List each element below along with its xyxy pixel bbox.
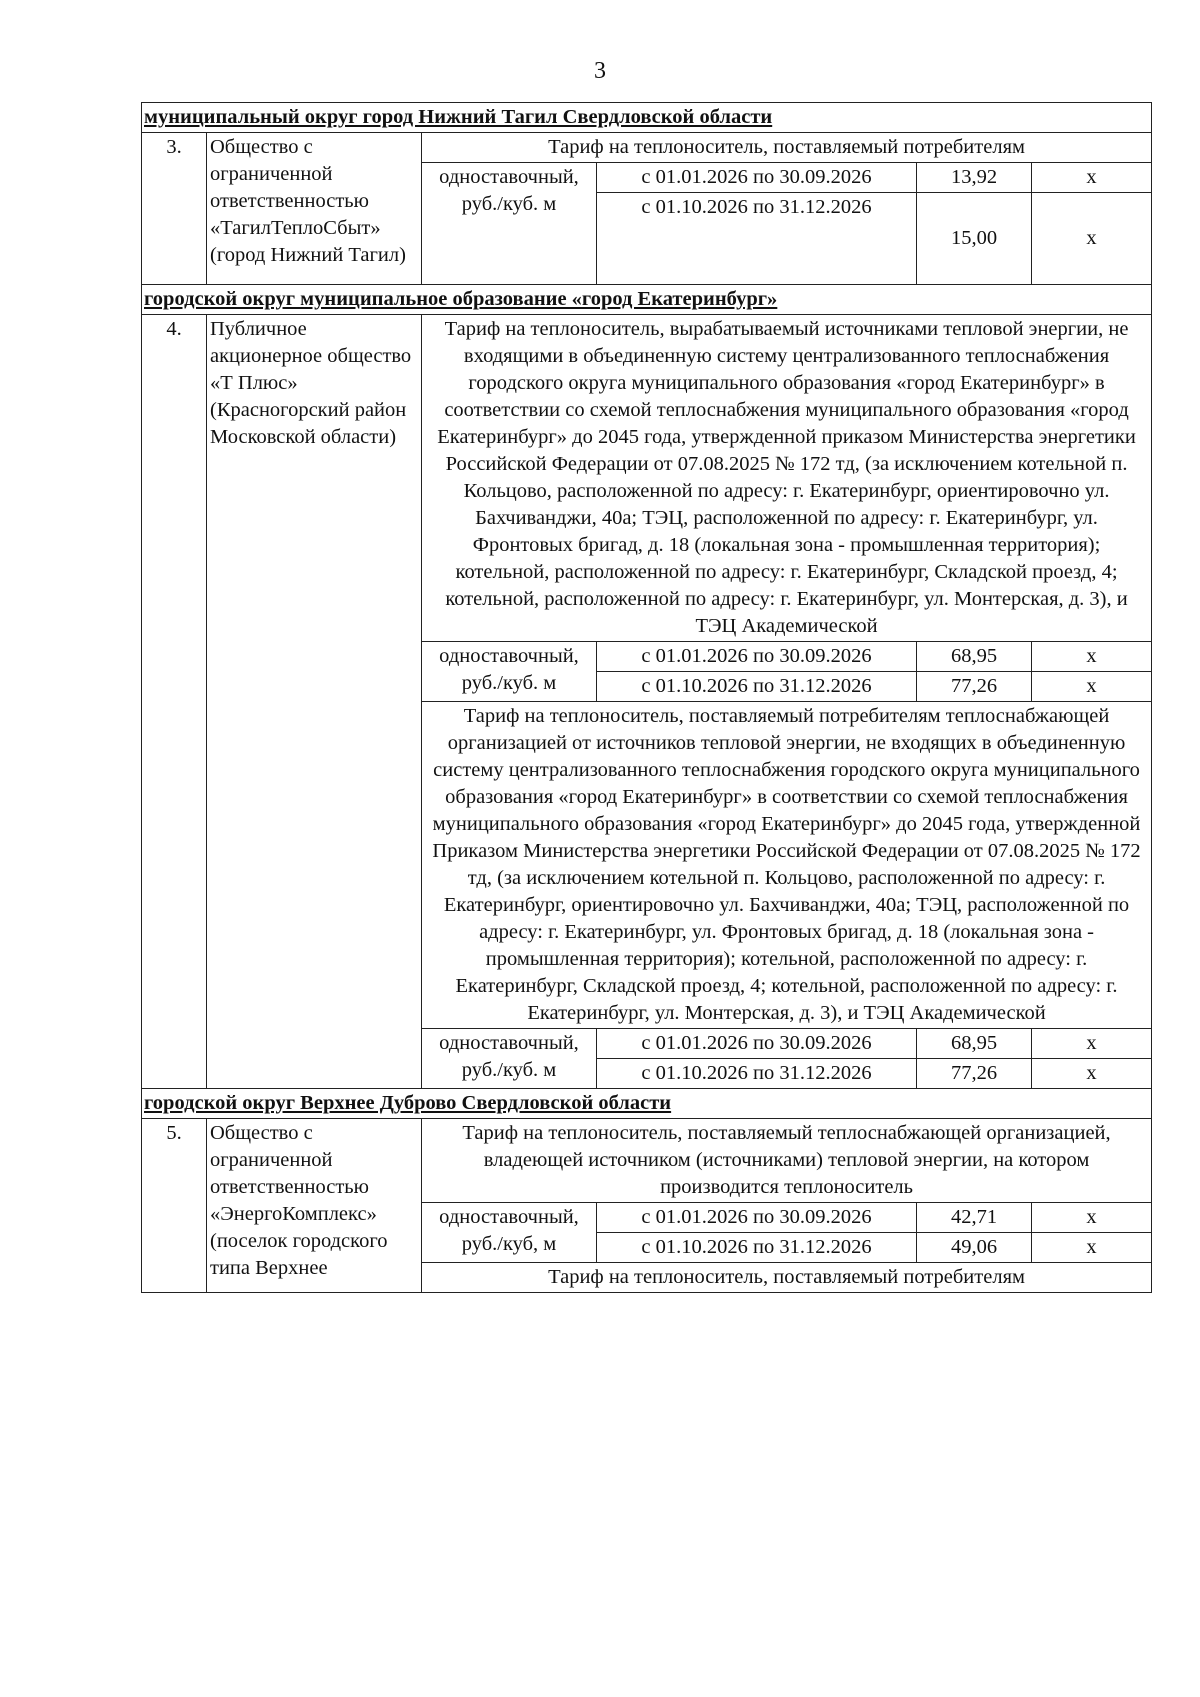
- tariff-period: с 01.10.2026 по 31.12.2026: [597, 193, 917, 285]
- tariff-description: Тариф на теплоноситель, вырабатываемый источниками тепловой энергии, не входящими в объединенную систему централизованного теплоснабжения городского округа муниципального образования «город Екатеринбург» в соответствии со схемой теплоснабжения муниципального образования «город Екатеринбург» до 2045 года, утвержденной приказом Министерства энергетики Российской Федерации от 07.08.2025 № 172 тд, (за исключением котельной п. Кольцово, расположенной по адресу: г. Екатеринбург, ориентировочно ул. Бахчиванджи, 40а; ТЭЦ, расположенной по адресу: г. Екатеринбург, ул. Фронтовых бригад, д. 18 (локальная зона - промышленная территория); котельной, расположенной по адресу: г. Екатеринбург, Складской проезд, 4; котельной, расположенной по адресу: г. Екатеринбург, ул. Монтерская, д. 3), и ТЭЦ Академической: [422, 315, 1152, 642]
- tariff-period: с 01.01.2026 по 30.09.2026: [597, 1203, 917, 1233]
- region-title: городской округ муниципальное образование «город Екатеринбург»: [142, 285, 1152, 315]
- tariff-value: 77,26: [917, 1059, 1032, 1089]
- tariff-value: 77,26: [917, 672, 1032, 702]
- tariff-unit: одноставочный, руб./куб, м: [422, 1203, 597, 1263]
- region-title: городской округ Верхнее Дуброво Свердловской области: [142, 1089, 1152, 1119]
- tariff-mark: x: [1032, 642, 1152, 672]
- table-row: [142, 315, 1152, 642]
- tariff-period: с 01.01.2026 по 30.09.2026: [597, 642, 917, 672]
- tariff-description: Тариф на теплоноситель, поставляемый теплоснабжающей организацией, владеющей источником (источниками) тепловой энергии, на котором производится теплоноситель: [422, 1119, 1152, 1203]
- tariff-unit: одноставочный, руб./куб. м: [422, 163, 597, 285]
- tariff-period: с 01.10.2026 по 31.12.2026: [597, 1233, 917, 1263]
- region-row: [142, 1089, 1152, 1119]
- region-row: [142, 103, 1152, 133]
- tariff-value: 13,92: [917, 163, 1032, 193]
- tariff-mark: x: [1032, 672, 1152, 702]
- tariff-period: с 01.01.2026 по 30.09.2026: [597, 163, 917, 193]
- tariff-description: Тариф на теплоноситель, поставляемый потребителям теплоснабжающей организацией от источников тепловой энергии, не входящих в объединенную систему централизованного теплоснабжения городского округа муниципального образования «город Екатеринбург» в соответствии со схемой теплоснабжения муниципального образования «город Екатеринбург» до 2045 года, утвержденной Приказом Министерства энергетики Российской Федерации от 07.08.2025 № 172 тд, (за исключением котельной п. Кольцово, расположенной по адресу: г. Екатеринбург, ориентировочно ул. Бахчиванджи, 40а; ТЭЦ, расположенной по адресу: г. Екатеринбург, ул. Фронтовых бригад, д. 18 (локальная зона - промышленная территория); котельной, расположенной по адресу: г. Екатеринбург, Складской проезд, 4; котельной, расположенной по адресу: г. Екатеринбург, ул. Монтерская, д. 3), и ТЭЦ Академической: [422, 702, 1152, 1029]
- organization-name: Общество с ограниченной ответственностью «ТагилТеплоСбыт» (город Нижний Тагил): [207, 133, 422, 285]
- table-row: [142, 1119, 1152, 1203]
- tariff-value: 15,00: [917, 193, 1032, 285]
- tariff-period: с 01.01.2026 по 30.09.2026: [597, 1029, 917, 1059]
- tariff-mark: x: [1032, 1059, 1152, 1089]
- tariff-mark: x: [1032, 193, 1152, 285]
- tariff-unit: одноставочный, руб./куб. м: [422, 642, 597, 702]
- table-row: [142, 133, 1152, 163]
- region-row: [142, 285, 1152, 315]
- tariff-description: Тариф на теплоноситель, поставляемый потребителям: [422, 133, 1152, 163]
- tariff-mark: x: [1032, 1029, 1152, 1059]
- tariff-value: 42,71: [917, 1203, 1032, 1233]
- page-number: 3: [594, 58, 606, 84]
- organization-name: Общество с ограниченной ответственностью «ЭнергоКомплекс» (поселок городского типа Верхнее: [207, 1119, 422, 1293]
- tariff-period: с 01.10.2026 по 31.12.2026: [597, 1059, 917, 1089]
- tariff-value: 68,95: [917, 642, 1032, 672]
- row-number: 4.: [142, 315, 207, 1089]
- tariff-mark: x: [1032, 1233, 1152, 1263]
- row-number: 3.: [142, 133, 207, 285]
- tariff-unit: одноставочный, руб./куб. м: [422, 1029, 597, 1089]
- tariff-value: 49,06: [917, 1233, 1032, 1263]
- tariff-mark: x: [1032, 163, 1152, 193]
- tariff-table: [141, 102, 1152, 1293]
- tariff-mark: x: [1032, 1203, 1152, 1233]
- region-title: муниципальный округ город Нижний Тагил Свердловской области: [142, 103, 1152, 133]
- tariff-period: с 01.10.2026 по 31.12.2026: [597, 672, 917, 702]
- tariff-description: Тариф на теплоноситель, поставляемый потребителям: [422, 1263, 1152, 1293]
- tariff-value: 68,95: [917, 1029, 1032, 1059]
- row-number: 5.: [142, 1119, 207, 1293]
- organization-name: Публичное акционерное общество «Т Плюс» (Красногорский район Московской области): [207, 315, 422, 1089]
